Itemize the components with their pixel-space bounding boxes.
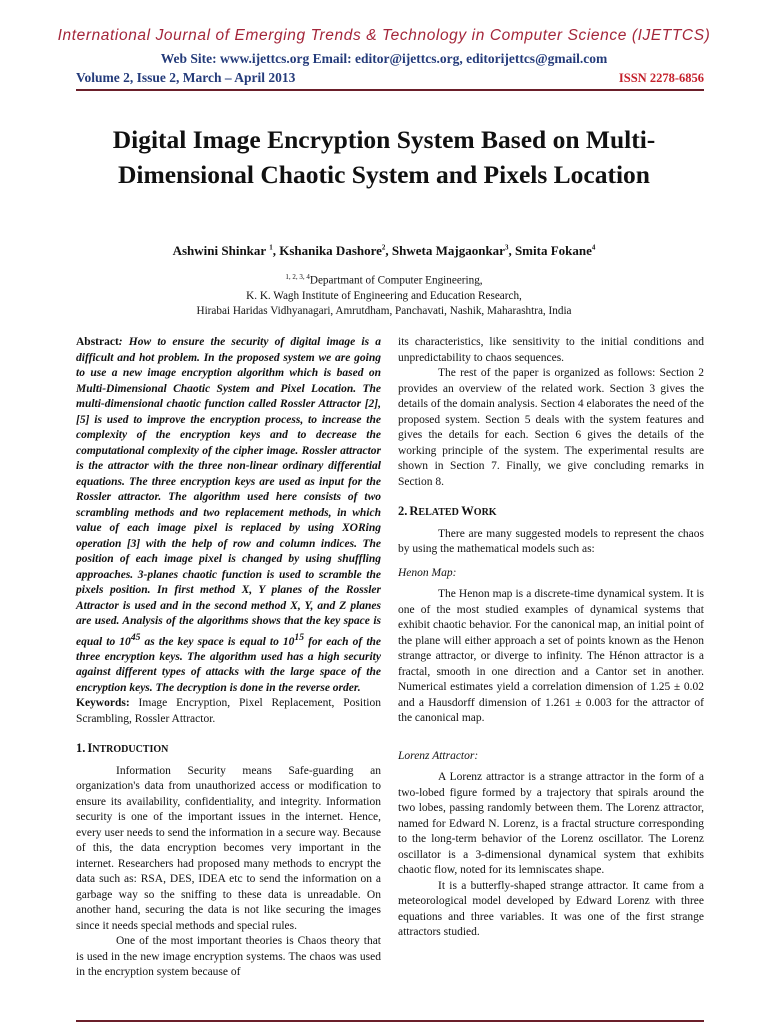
author-name: Smita Fokane [514, 243, 592, 258]
affiliation [0, 270, 768, 319]
abstract-colon: : [118, 336, 123, 348]
author-sep: , [385, 243, 392, 258]
section-smallcaps: ORK [473, 507, 497, 518]
affiliation-dept: Departmant of Computer Engineering, [309, 274, 483, 287]
subheading-lorenz-attractor: Lorenz Attractor: [398, 749, 479, 762]
keywords-label: Keywords: [76, 697, 130, 710]
author-sep: , [508, 243, 515, 258]
body-paragraph: The Henon map is a discrete-time dynamical system. It is one of the most studied examples of dynamical systems that exhibit chaotic behavior. For the canonical map, an initial point of the plane will either approach a set of points known as the Henon strange attractor, or diverge to infinity. The Hénon attractor is a fractal, smooth in one direction and a Cantor set in another. Numerical estimates yield a correlation dimension of 1.25 ± 0.02 and a Hausdorff dimension of 1.261 ± 0.003 for the attractor of the canonical map. [398, 588, 704, 724]
author-name: Ashwini Shinkar [172, 243, 270, 258]
affiliation-institute: K. K. Wagh Institute of Engineering and Education Research, [246, 289, 522, 302]
body-paragraph: A Lorenz attractor is a strange attractor in the form of a two-lobed figure formed by a trajectory that spirals around the two lobes, passing randomly between them. The Lorenz attractor, named for Edward N. Lorenz, is a fractal structure corresponding to the long-term behavior of the Lorenz oscillator. The Lorenz oscillator is a 3-dimensional dynamical system that exhibits chaotic flow, noted for its lemniscates shape. [398, 771, 704, 876]
left-column [76, 335, 381, 981]
journal-website-line: Web Site: www.ijettcs.org Email: editor@ijettcs.org, editorijettcs@gmail.com [160, 51, 608, 66]
section-cap: I [87, 741, 93, 756]
affiliation-address: Hirabai Haridas Vidhyanagari, Amrutdham, Panchavati, Nashik, Maharashtra, India [196, 304, 572, 317]
keywords-text: Image Encryption, Pixel Replacement, Position Scrambling, Rossler Attractor. [76, 697, 381, 725]
author-list [0, 243, 768, 259]
section-heading-related-work [398, 504, 704, 521]
author-sup: 4 [591, 243, 596, 252]
author-name: Shweta Majgaonkar [391, 243, 505, 258]
subheading-henon-map: Henon Map: [398, 566, 457, 579]
body-paragraph: its characteristics, like sensitivity to the initial conditions and unpredictability to chaos sequences. [398, 336, 704, 364]
body-paragraph: There are many suggested models to represent the chaos by using the mathematical models such as: [398, 527, 704, 555]
paragraph-gap [398, 727, 704, 741]
section-heading-introduction [76, 741, 381, 758]
keywords-paragraph [76, 696, 381, 727]
paper-title: Digital Image Encryption System Based on Multi-Dimensional Chaotic System and Pixels Location [112, 125, 656, 189]
abstract-text: How to ensure the security of digital image is a difficult and hot problem. In the proposed system we are going to use a new image encryption algorithm which is based on Multi-Dimensional Chaotic System and Pixel Location. The multi-dimensional chaotic function called Rossler Attractor [2], [5] is used to improve the encryption process, to increase the complexity of the encryption keys and to decrease the computational complexity of the cipher image. Rossler attractor is the attractor with the three non-linear ordinary differential equations. The three encryption keys are used as input for the Rossler attractor. The algorithm used here consists of two scrambling methods and two replacement methods, in which value of each image pixel is replaced by using XORing operation [3] with the help of row and column indices. The position of each image pixel is changed by using shuffling approaches. 3-planes chaotic function is used to scramble the pixels position. In first method X, Y planes of the Rossler Attractor is used and in the second method X, Y, and Z planes are used. Analysis of the algorithms shows that the key space is equal to 10 [76, 336, 381, 648]
right-column [398, 335, 704, 941]
author-name: Kshanika Dashore [279, 243, 382, 258]
author-sep: , [272, 243, 280, 258]
abstract-text: as the key space is equal to 10 [140, 635, 295, 648]
affiliation-sup: 1, 2, 3, 4 [285, 273, 310, 281]
abstract-paragraph [76, 335, 381, 696]
body-paragraph: The rest of the paper is organized as follows: Section 2 provides an overview of the related work. Section 3 gives the details of the domain analysis. Section 4 elaborates the need of the proposed system. Section 5 deals with the system features and gives the details for each. Section 6 gives the details of the working principle of the system. The experimental results are shown in Section 7. Finally, we give concluding remarks in Section 8. [398, 367, 704, 488]
issn-number: ISSN 2278-6856 [618, 71, 704, 85]
body-paragraph: Information Security means Safe-guarding an organization's data from unauthorized access or modification to ensure its availability, confidentiality, and integrity. Information security is one of the important issues in the internet. Hence, every user needs to send the information in a secure way. Because of this, the data encryption becomes very important in the internet. Researchers had proposed many methods to encrypt the data such as: RSA, DES, IDEA etc to send the information on a garbage way so the sniffing to these data is unreadable. On another hand, securing the data is not like securing the images since it needs special methods and special rules. [76, 764, 381, 932]
body-paragraph: One of the most important theories is Chaos theory that is used in the new image encryption systems. The chaos was used in the encryption system because of [76, 935, 381, 979]
journal-title: International Journal of Emerging Trends & Technology in Computer Science (IJETTCS) [57, 27, 711, 44]
body-paragraph: It is a butterfly-shaped strange attractor. It came from a meteorological model developed by Edward Lorenz with three equations and three variables. It was one of the first strange attractors studied. [398, 879, 704, 938]
abstract-exponent: 45 [130, 631, 141, 643]
header-divider [76, 89, 704, 91]
section-smallcaps: NTRODUCTION [92, 744, 169, 756]
abstract-text: for each of the three encryption keys. The algorithm used has a high security against different types of attacks with the large space of the encryption keys. The decryption is done in the reverse order. [76, 635, 382, 694]
abstract-label: Abstract [76, 336, 119, 348]
section-number: 2. [398, 504, 408, 518]
author-sup: 1 [269, 243, 273, 252]
section-smallcaps: ELATED [418, 507, 462, 518]
section-cap: W [461, 504, 474, 518]
volume-issue: Volume 2, Issue 2, March – April 2013 [76, 70, 296, 85]
author-sup: 3 [504, 243, 509, 252]
section-cap: R [409, 504, 419, 518]
section-number: 1. [76, 741, 86, 756]
author-sup: 2 [381, 243, 386, 252]
footer-divider [76, 1020, 704, 1022]
affiliation-line [0, 270, 768, 289]
abstract-exponent: 15 [294, 631, 304, 643]
